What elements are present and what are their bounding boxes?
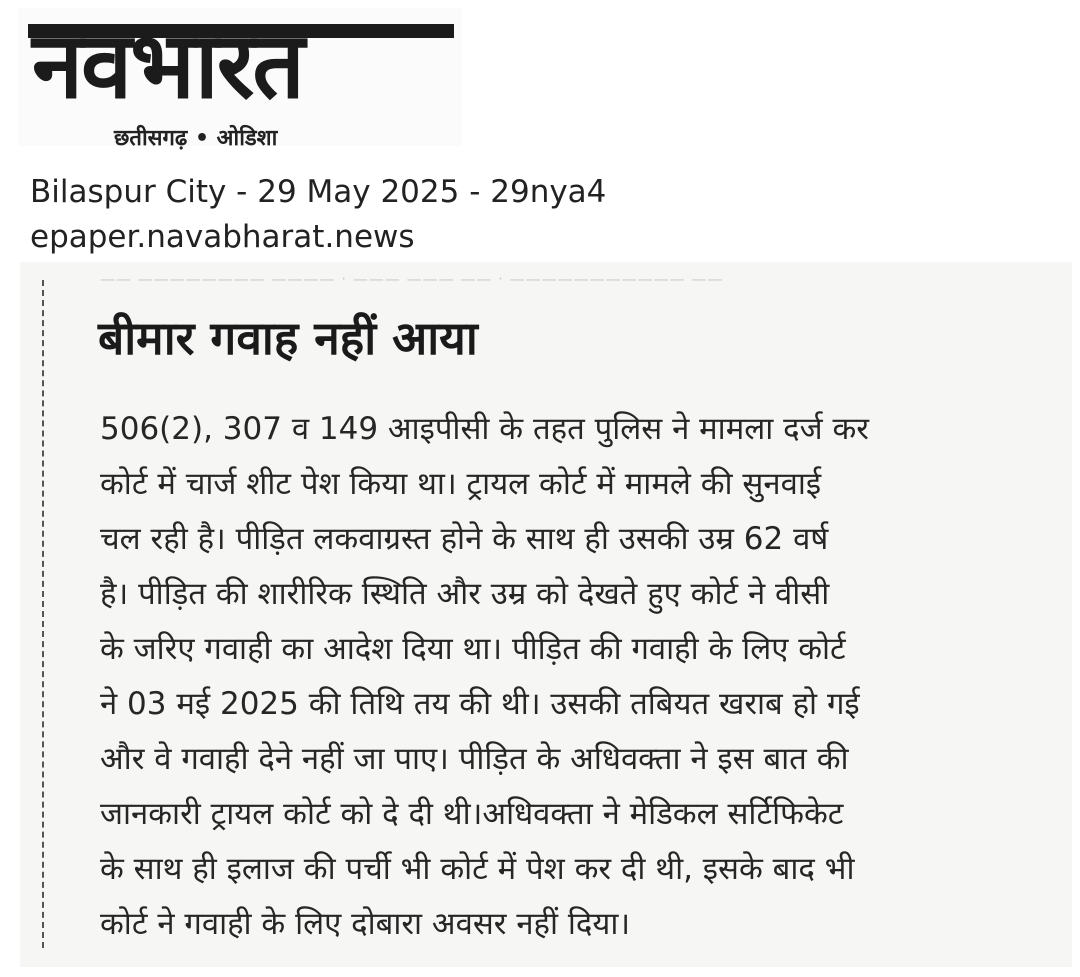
article-line: कोर्ट ने गवाही के लिए दोबारा अवसर नहीं दिया। <box>100 906 631 942</box>
article-headline: बीमार गवाह नहीं आया <box>98 311 478 365</box>
article-line: 506(2), 307 व 149 आइपीसी के तहत पुलिस ने मामला दर्ज कर <box>100 411 869 447</box>
edition-info: Bilaspur City - 29 May 2025 - 29nya4 <box>30 174 607 210</box>
epaper-url: epaper.navabharat.news <box>30 219 415 255</box>
article-line: और वे गवाही देने नहीं जा पाए। पीड़ित के अधिवक्ता ने इस बात की <box>100 741 849 777</box>
article-line: कोर्ट में चार्ज शीट पेश किया था। ट्रायल कोर्ट में मामले की सुनवाई <box>100 466 822 502</box>
masthead <box>18 8 462 151</box>
bottom-margin <box>0 967 1080 977</box>
article-line: के जरिए गवाही का आदेश दिया था। पीड़ित की गवाही के लिए कोर्ट <box>100 631 846 667</box>
article-line: चल रही है। पीड़ित लकवाग्रस्त होने के साथ ही उसकी उम्र 62 वर्ष <box>100 521 829 557</box>
article-line: के साथ ही इलाज की पर्ची भी कोर्ट में पेश कर दी थी, इसके बाद भी <box>100 851 855 887</box>
region-label: छतीसगढ़ • ओडिशा <box>114 126 278 151</box>
faded-previous-text: —— ———————— ———— · ——— ——— —— · ——————————— —— <box>100 270 724 288</box>
news-clipping <box>20 262 1072 967</box>
article-line: जानकारी ट्रायल कोर्ट को दे दी थी।अधिवक्ता ने मेडिकल सर्टिफिकेट <box>100 796 844 832</box>
column-divider <box>42 280 44 948</box>
newspaper-logo: नवभारत <box>32 12 303 119</box>
article-line: है। पीड़ित की शारीरिक स्थिति और उम्र को देखते हुए कोर्ट ने वीसी <box>100 576 830 612</box>
article-line: ने 03 मई 2025 की तिथि तय की थी। उसकी तबियत खराब हो गई <box>100 686 860 722</box>
article-body <box>100 402 1050 952</box>
